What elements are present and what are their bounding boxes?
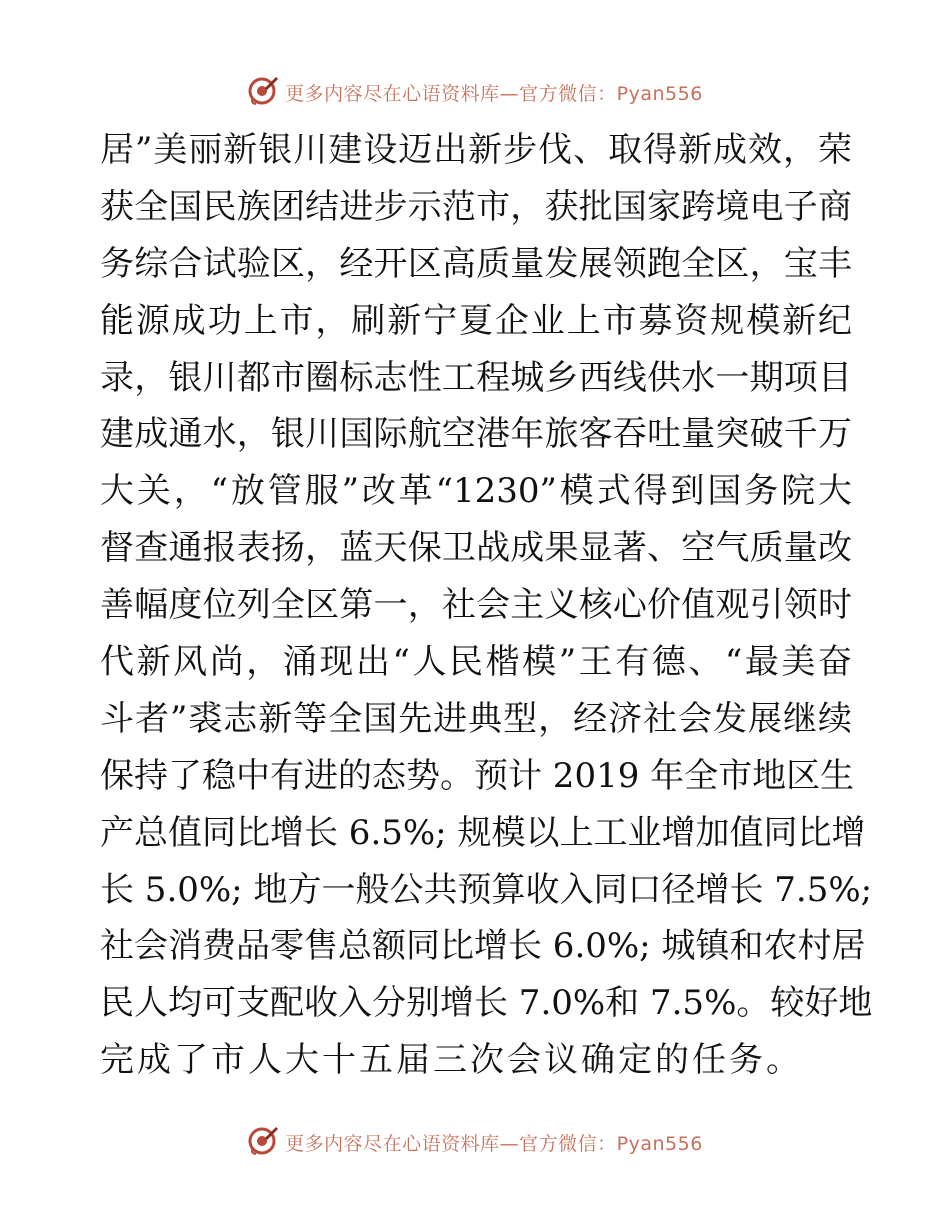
paragraph-line: 代新风尚，涌现出“人民楷模”王有德、“最美奋 [100, 642, 852, 683]
footer-banner [0, 1120, 950, 1160]
document-body [100, 122, 873, 1089]
paragraph-line: 建成通水，银川国际航空港年旅客吞吐量突破千万 [100, 414, 852, 455]
paragraph-line: 保持了稳中有进的态势。预计 2019 年全市地区生 [100, 755, 855, 796]
paragraph-line: 督查通报表扬，蓝天保卫战成果显著、空气质量改 [100, 528, 852, 569]
paragraph-line: 产总值同比增长 6.5%; 规模以上工业增加值同比增 [100, 812, 866, 853]
paragraph-line: 大关，“放管服”改革“1230”模式得到国务院大 [100, 471, 852, 512]
header-banner-text: 更多内容尽在心语资料库—官方微信：Pyan556 [285, 82, 703, 105]
paragraph-line: 务综合试验区，经开区高质量发展领跑全区，宝丰 [100, 243, 852, 284]
paragraph-line: 长 5.0%; 地方一般公共预算收入同口径增长 7.5%; [100, 869, 873, 910]
paragraph-line: 社会消费品零售总额同比增长 6.0%; 城镇和农村居 [100, 926, 866, 967]
brush-logo-icon [247, 1124, 279, 1156]
paragraph-line: 民人均可支配收入分别增长 7.0%和 7.5%。较好地 [100, 983, 873, 1024]
paragraph-line: 完成了市人大十五届三次会议确定的任务。 [100, 1040, 803, 1081]
header-banner [0, 70, 950, 110]
paragraph-line: 获全国民族团结进步示范市，获批国家跨境电子商 [100, 186, 852, 227]
paragraph-line: 善幅度位列全区第一，社会主义核心价值观引领时 [100, 585, 852, 626]
paragraph-line: 能源成功上市，刷新宁夏企业上市募资规模新纪 [100, 300, 852, 341]
paragraph-line: 斗者”裘志新等全国先进典型，经济社会发展继续 [100, 698, 852, 739]
footer-banner-text: 更多内容尽在心语资料库—官方微信：Pyan556 [285, 1132, 703, 1155]
paragraph-line: 居”美丽新银川建设迈出新步伐、取得新成效，荣 [100, 130, 852, 170]
paragraph-line: 录，银川都市圈标志性工程城乡西线供水一期项目 [100, 357, 852, 398]
brush-logo-icon [247, 74, 279, 106]
